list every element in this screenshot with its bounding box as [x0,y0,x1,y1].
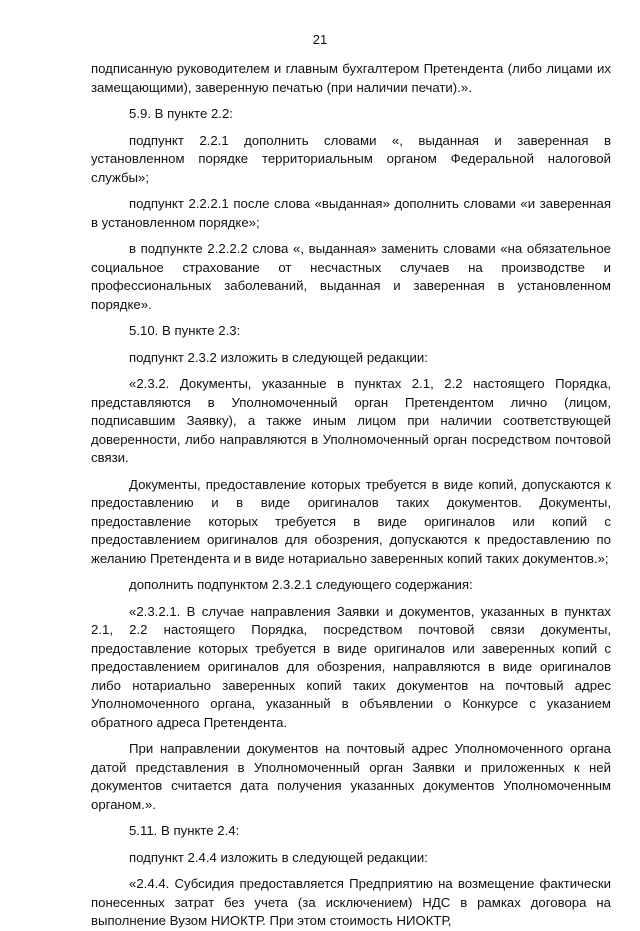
paragraph: подпункт 2.2.2.1 после слова «выданная» дополнить словами «и заверенная в установленном порядке»; [91,196,611,230]
paragraph: подпункт 2.3.2 изложить в следующей редакции: [129,349,428,365]
section-heading: 5.9. В пункте 2.2: [129,106,233,121]
paragraph: подпункт 2.4.4 изложить в следующей редакции: [129,849,428,865]
paragraph: подпункт 2.2.1 дополнить словами «, выданная и заверенная в установленном порядке территориальным органом Федеральной налоговой службы»; [91,132,611,185]
paragraph: дополнить подпунктом 2.3.2.1 следующего содержания: [129,577,473,592]
section-heading: 5.11. В пункте 2.4: [129,823,240,838]
section-heading: 5.10. В пункте 2.3: [129,323,241,338]
quoted-paragraph: «2.3.2.1. В случае направления Заявки и документов, указанных в пунктах 2.1, 2.2 настоящего Порядка, посредством почтовой связи документы, предоставление которых требуется в виде оригиналов или заверенных копий с предоставлением оригиналов для обозрения, направляются в виде оригиналов либо нотариально заверенных копий таких документов на почтовый адрес Уполномоченного органа, указанный в объявлении о Конкурсе с указанием обратного адреса Претендента. [91,603,611,730]
paragraph: в подпункте 2.2.2.2 слова «, выданная» заменить словами «на обязательное социальное страхование от несчастных случаев на производстве и профессиональных заболеваний, выданная и заверенная в установленном порядке». [91,241,611,312]
quoted-paragraph: «2.3.2. Документы, указанные в пунктах 2.1, 2.2 настоящего Порядка, представляются в Уполномоченный орган Претендентом лично (лицом, подписавшим Заявку), а также иным лицом при наличии соответствующей доверенности, либо направляются в Уполномоченный орган посредством почтовой связи. [91,376,611,465]
quoted-paragraph: При направлении документов на почтовый адрес Уполномоченного органа датой представления в Уполномоченный орган Заявки и приложенных к ней документов считается дата получения указанных документов Уполномоченным органом.». [91,741,611,812]
page-number: 21 [312,32,328,47]
document-body [91,60,611,931]
quoted-paragraph: Документы, предоставление которых требуется в виде копий, допускаются к предоставлению и в виде оригиналов таких документов. Документы, предоставление которых требуется в виде оригиналов или копий с предоставлением оригиналов для обозрения, допускаются к предоставлению по желанию Претендента и в виде нотариально заверенных копий таких документов.»; [91,476,611,566]
paragraph: подписанную руководителем и главным бухгалтером Претендента (либо лицами их замещающими), заверенную печатью (при наличии печати).». [91,61,611,95]
quoted-paragraph: «2.4.4. Субсидия предоставляется Предприятию на возмещение фактически понесенных затрат без учета (за исключением) НДС в рамках договора на выполнение Вузом НИОКТР. При этом стоимость НИОКТР, [91,876,611,928]
